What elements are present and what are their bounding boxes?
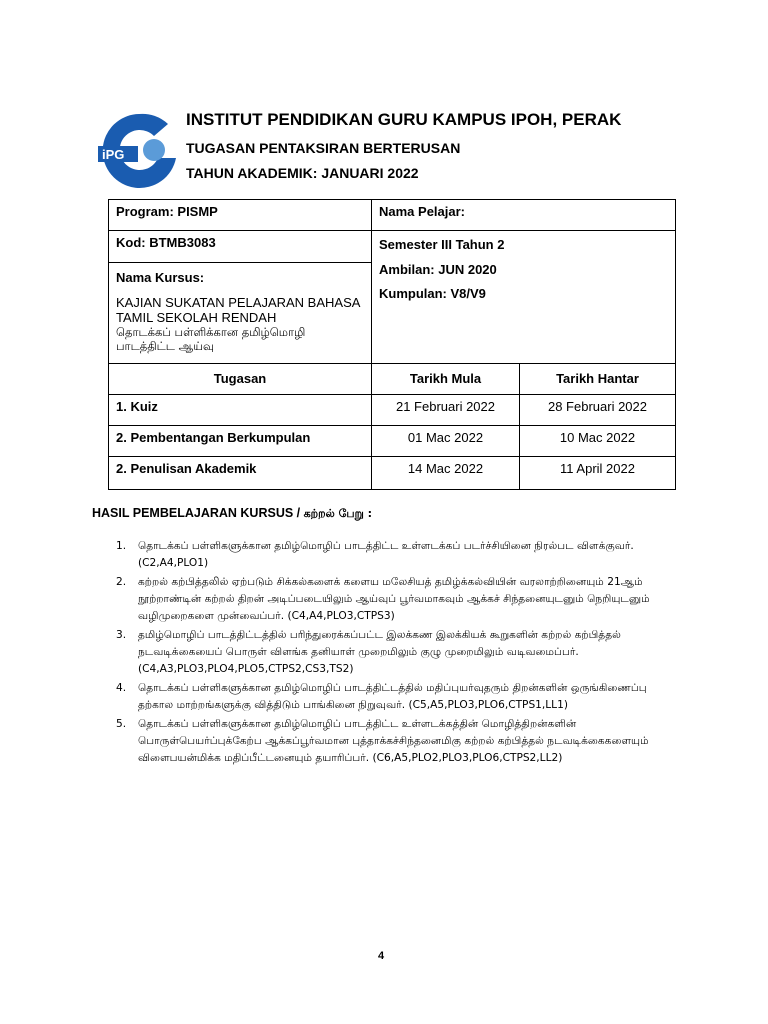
- task-start: 14 Mac 2022: [372, 457, 520, 490]
- semester-cell: [372, 231, 676, 364]
- learning-outcomes-title-ms: HASIL PEMBELAJARAN KURSUS: [92, 506, 294, 520]
- list-item: [108, 538, 668, 572]
- table-row: [109, 426, 676, 457]
- item-text: தொடக்கப் பள்ளிகளுக்கான தமிழ்மொழிப் பாடத்திட்டத்தில் மதிப்புயர்வுதரும் திறன்களின் ஒருங்கிணைப்பு தற்கால மாற்றங்களுக்கு வித்திடும் பாங்கினை நிறுவுவர். (C5,A5,PLO3,PLO6,CTPS1,LL1): [138, 682, 647, 711]
- course-code-cell: Kod: BTMB3083: [109, 231, 372, 263]
- course-name-tamil: தொடக்கப் பள்ளிக்கான தமிழ்மொழி பாடத்திட்ட ஆய்வு: [116, 324, 306, 353]
- item-text: தொடக்கப் பள்ளிகளுக்கான தமிழ்மொழிப் பாடத்திட்ட உள்ளடக்கத்தின் மொழித்திறன்களின் பொருள்பெயர்ப்புக்கேற்ப ஆக்கப்பூர்வமான புத்தாக்கச்சிந்தனைமிகு கற்றல் கற்பித்தல் நடவடிக்கைகளையும் விளைபயன்மிக்க மதிப்பீட்டனையும் தயாரிப்பர். (C6,A5,PLO2,PLO3,PLO6,CTPS2,LL2): [138, 718, 649, 764]
- list-item: [108, 716, 668, 767]
- assessment-title: TUGASAN PENTAKSIRAN BERTERUSAN: [186, 140, 461, 156]
- course-name-label: Nama Kursus:: [116, 270, 205, 285]
- institute-title: INSTITUT PENDIDIKAN GURU KAMPUS IPOH, PERAK: [186, 110, 622, 129]
- learning-outcomes-list: [108, 538, 668, 767]
- task-start: 21 Februari 2022: [372, 395, 520, 426]
- task-due: 28 Februari 2022: [520, 395, 676, 426]
- task-due: 11 April 2022: [520, 457, 676, 490]
- student-name-cell: Nama Pelajar:: [372, 200, 676, 231]
- academic-year: TAHUN AKADEMIK: JANUARI 2022: [186, 165, 419, 181]
- course-name-malay: KAJIAN SUKATAN PELAJARAN BAHASA TAMIL SEKOLAH RENDAH: [116, 294, 360, 326]
- learning-outcomes-title: [92, 506, 372, 522]
- course-name-cell: [109, 263, 372, 364]
- item-number: 2.: [116, 576, 127, 588]
- logo-text: iPG: [102, 147, 125, 162]
- list-item: [108, 680, 668, 714]
- title-separator: /: [293, 506, 304, 520]
- item-number: 1.: [116, 540, 127, 552]
- item-text: கற்றல் கற்பித்தலில் ஏற்படும் சிக்கல்களைக் களைய மலேசியத் தமிழ்க்கல்வியின் வரலாற்றினையும் 21ஆம் நூற்றாண்டின் கற்றல் திறன் அடிப்படையிலும் ஆய்வுப் பூர்வமாகவும் ஆக்கச் சிந்தனையுடனும் நெறியுடனும் வழிமுறைகளை முன்வைப்பர். (C4,A4,PLO3,CTPS3): [138, 576, 650, 622]
- learning-outcomes-title-ta: கற்றல் பேறு :: [303, 507, 372, 520]
- semester-text: Semester III Tahun 2: [379, 237, 505, 252]
- task-name: 2. Pembentangan Berkumpulan: [109, 426, 372, 457]
- task-due: 10 Mac 2022: [520, 426, 676, 457]
- ipg-logo: [96, 108, 182, 194]
- table-row: [109, 395, 676, 426]
- group-text: Kumpulan: V8/V9: [379, 286, 486, 302]
- item-number: 4.: [116, 682, 127, 694]
- task-start: 01 Mac 2022: [372, 426, 520, 457]
- header-task: Tugasan: [109, 364, 372, 395]
- program-cell: Program: PISMP: [109, 200, 372, 231]
- item-number: 3.: [116, 629, 127, 641]
- task-name: 2. Penulisan Akademik: [109, 457, 372, 490]
- list-item: [108, 574, 668, 625]
- course-info-table: [108, 199, 676, 490]
- header-due-date: Tarikh Hantar: [520, 364, 676, 395]
- list-item: [108, 627, 668, 678]
- header-start-date: Tarikh Mula: [372, 364, 520, 395]
- item-text: தொடக்கப் பள்ளிகளுக்கான தமிழ்மொழிப் பாடத்திட்ட உள்ளடக்கப் படர்ச்சியினை நிரல்பட விளக்குவர். (C2,A4,PLO1): [138, 540, 634, 569]
- task-name: 1. Kuiz: [109, 395, 372, 426]
- item-text: தமிழ்மொழிப் பாடத்திட்டத்தில் பரிந்துரைக்கப்பட்ட இலக்கண இலக்கியக் கூறுகளின் கற்றல் கற்பித்தல் நடவடிக்கையைப் பொருள் விளங்க தனியாள் முறைமிலும் குழு முறைமிலும் வடிவமைப்பர். (C4,A3,PLO3,PLO4,PLO5,CTPS2,CS3,TS2): [138, 629, 621, 675]
- table-row: [109, 457, 676, 490]
- intake-text: Ambilan: JUN 2020: [379, 261, 497, 277]
- page-number: 4: [378, 950, 385, 962]
- item-number: 5.: [116, 718, 127, 730]
